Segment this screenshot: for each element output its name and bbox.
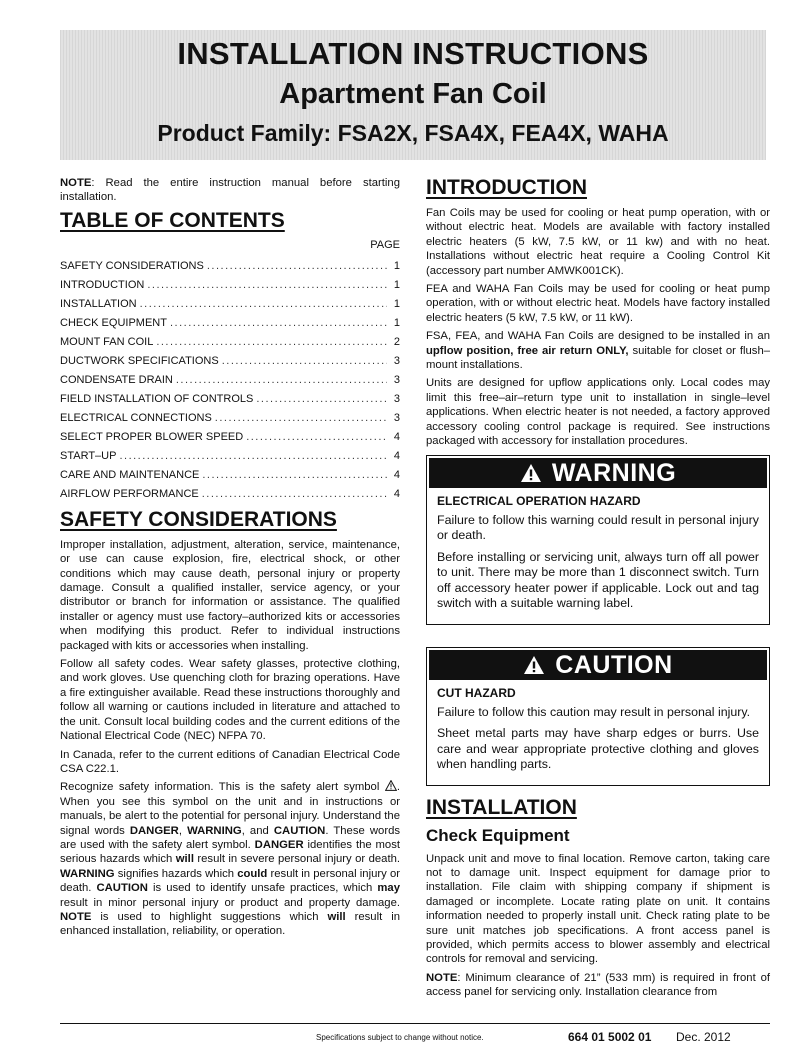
footer-note: Specifications subject to change without notice. <box>316 1033 484 1042</box>
toc-entry[interactable]: SAFETY CONSIDERATIONS ..... 1 <box>60 257 400 276</box>
warning-text-2: Before installing or servicing unit, always turn off all power to unit. There may be more than 1 disconnect switch. Turn off accessory heater power if applicable. Lock out and tag switch with a suitable warning label. <box>437 549 759 610</box>
caution-text-1: Failure to follow this caution may result in personal injury. <box>437 704 751 719</box>
toc-entry[interactable]: CONDENSATE DRAIN ..... 3 <box>60 371 400 390</box>
caution-header: CAUTION <box>429 650 767 680</box>
document-title: INSTALLATION INSTRUCTIONS <box>177 36 649 71</box>
toc-entry[interactable]: INTRODUCTION ..... 1 <box>60 276 400 295</box>
warning-header: WARNING <box>429 458 767 488</box>
intro-paragraph-2: FEA and WAHA Fan Coils may be used for cooling or heat pump operation, with or without electric heat. Models have factory installed electric heaters (5 kW, 7.5 kW, or 11 kW). <box>426 283 770 324</box>
warning-alert-icon <box>520 463 542 483</box>
check-equipment-paragraph: Unpack unit and move to final location. Remove carton, taking care not to damage unit. Inspect equipment for damage prior to installation. File claim with shipping company if shipment is damaged or incomplete. Locate rating plate on unit. It contains information needed to properly install unit. Check rating plate to be sure unit matches job specifications. A front access panel is provided, which permits access to blower assembly and electrical controls for removal and servicing. <box>426 852 770 966</box>
safety-paragraph-3: In Canada, refer to the current editions of Canadian Electrical Code CSA C22.1. <box>60 748 400 775</box>
toc-entry[interactable]: DUCTWORK SPECIFICATIONS ..... 3 <box>60 352 400 371</box>
warning-hazard-title: ELECTRICAL OPERATION HAZARD <box>437 493 641 508</box>
intro-paragraph-3: FSA, FEA, and WAHA Fan Coils are designed to be installed in an upflow position, free air return ONLY, suitable for closet or flush–mount installations. <box>426 330 771 372</box>
toc-entry[interactable]: FIELD INSTALLATION OF CONTROLS ..... 3 <box>60 390 400 409</box>
title-banner <box>60 30 766 160</box>
safety-heading: SAFETY CONSIDERATIONS <box>60 507 337 531</box>
document-date: Dec. 2012 <box>676 1030 731 1044</box>
caution-alert-icon <box>523 655 545 675</box>
safety-alert-icon <box>385 780 397 791</box>
toc-entry[interactable]: INSTALLATION ..... 1 <box>60 295 400 314</box>
footer-divider <box>60 1023 770 1024</box>
caution-box <box>426 647 770 786</box>
toc-entry[interactable]: ELECTRICAL CONNECTIONS ..... 3 <box>60 409 400 428</box>
toc-entry[interactable]: SELECT PROPER BLOWER SPEED ..... 4 <box>60 428 400 447</box>
check-equipment-heading: Check Equipment <box>426 825 570 845</box>
safety-paragraph-1: Improper installation, adjustment, alteration, service, maintenance, or use can cause explosion, fire, electrical shock, or other conditions which may cause death, personal injury or property damage. Consult a qualified installer, service agency, or your distributor or branch for information or assistance. The qualified installer or agency must use factory–authorized kits or accessories when modifying this product. Refer to individual instructions packaged with kits or accessories when installing. <box>60 538 400 652</box>
intro-paragraph-1: Fan Coils may be used for cooling or heat pump operation, with or without electric heat. Models are available with factory installed electric heaters (5 kW, 7.5 kW, or 11 kw) and with no heat. Installations without electric heat require a Cooling Control Kit (accessory part number AMWK001CK). <box>426 207 770 277</box>
check-equipment-note: NOTE: Minimum clearance of 21” (533 mm) is required in front of access panel for servicing only. Installation clearance from <box>426 971 770 999</box>
toc-entry[interactable]: START–UP ..... 4 <box>60 447 400 466</box>
warning-box <box>426 455 770 625</box>
toc-entry[interactable]: AIRFLOW PERFORMANCE ..... 4 <box>60 485 400 504</box>
warning-text-1: Failure to follow this warning could result in personal injury or death. <box>437 512 759 542</box>
toc-entry[interactable]: MOUNT FAN COIL ..... 2 <box>60 333 400 352</box>
right-column <box>426 176 770 1004</box>
document-subtitle: Apartment Fan Coil <box>279 78 547 110</box>
document-number: 664 01 5002 01 <box>568 1030 652 1044</box>
left-column <box>60 176 400 943</box>
toc-page-label: PAGE <box>370 238 400 251</box>
intro-paragraph-4: Units are designed for upflow applications only. Local codes may limit this free–air–return type unit to installation in single–level applications. When electric heater is not needed, a factory approved accessory cooling control package is required. See instructions packaged with accessory for installation procedures. <box>426 377 770 448</box>
safety-paragraph-4: Recognize safety information. This is the safety alert symbol . When you see this symbol on the unit and in instructions or manuals, be alert to the potential for personal injury. Understand the signal words DANGER, WARNING, and CAUTION. These words are used with the safety alert symbol. DANGER identifies the most serious hazards which will result in severe personal injury or death. WARNING signifies hazards which could result in personal injury or death. CAUTION is used to identify unsafe practices, which may result in minor personal injury or product and property damage. NOTE is used to highlight suggestions which will result in enhanced installation, reliability, or operation. <box>60 781 401 938</box>
product-family: Product Family: FSA2X, FSA4X, FEA4X, WAHA <box>157 120 669 146</box>
table-of-contents <box>60 257 400 504</box>
intro-note: NOTE: Read the entire instruction manual before starting installation. <box>60 177 400 204</box>
installation-heading: INSTALLATION <box>426 795 577 819</box>
toc-entry[interactable]: CHECK EQUIPMENT ..... 1 <box>60 314 400 333</box>
introduction-heading: INTRODUCTION <box>426 176 587 199</box>
toc-entry[interactable]: CARE AND MAINTENANCE ..... 4 <box>60 466 400 485</box>
caution-hazard-title: CUT HAZARD <box>437 685 516 700</box>
toc-heading: TABLE OF CONTENTS <box>60 208 285 232</box>
safety-paragraph-2: Follow all safety codes. Wear safety glasses, protective clothing, and work gloves. Use quenching cloth for brazing operations. Have a fire extinguisher available. Read these instructions thoroughly and follow all warning or cautions included in literature and attached to the unit. Consult local building codes and the current editions of the National Electrical Code (NEC) NFPA 70. <box>60 658 400 743</box>
caution-text-2: Sheet metal parts may have sharp edges or burrs. Use care and wear appropriate protective clothing and gloves when handling parts. <box>437 726 759 771</box>
